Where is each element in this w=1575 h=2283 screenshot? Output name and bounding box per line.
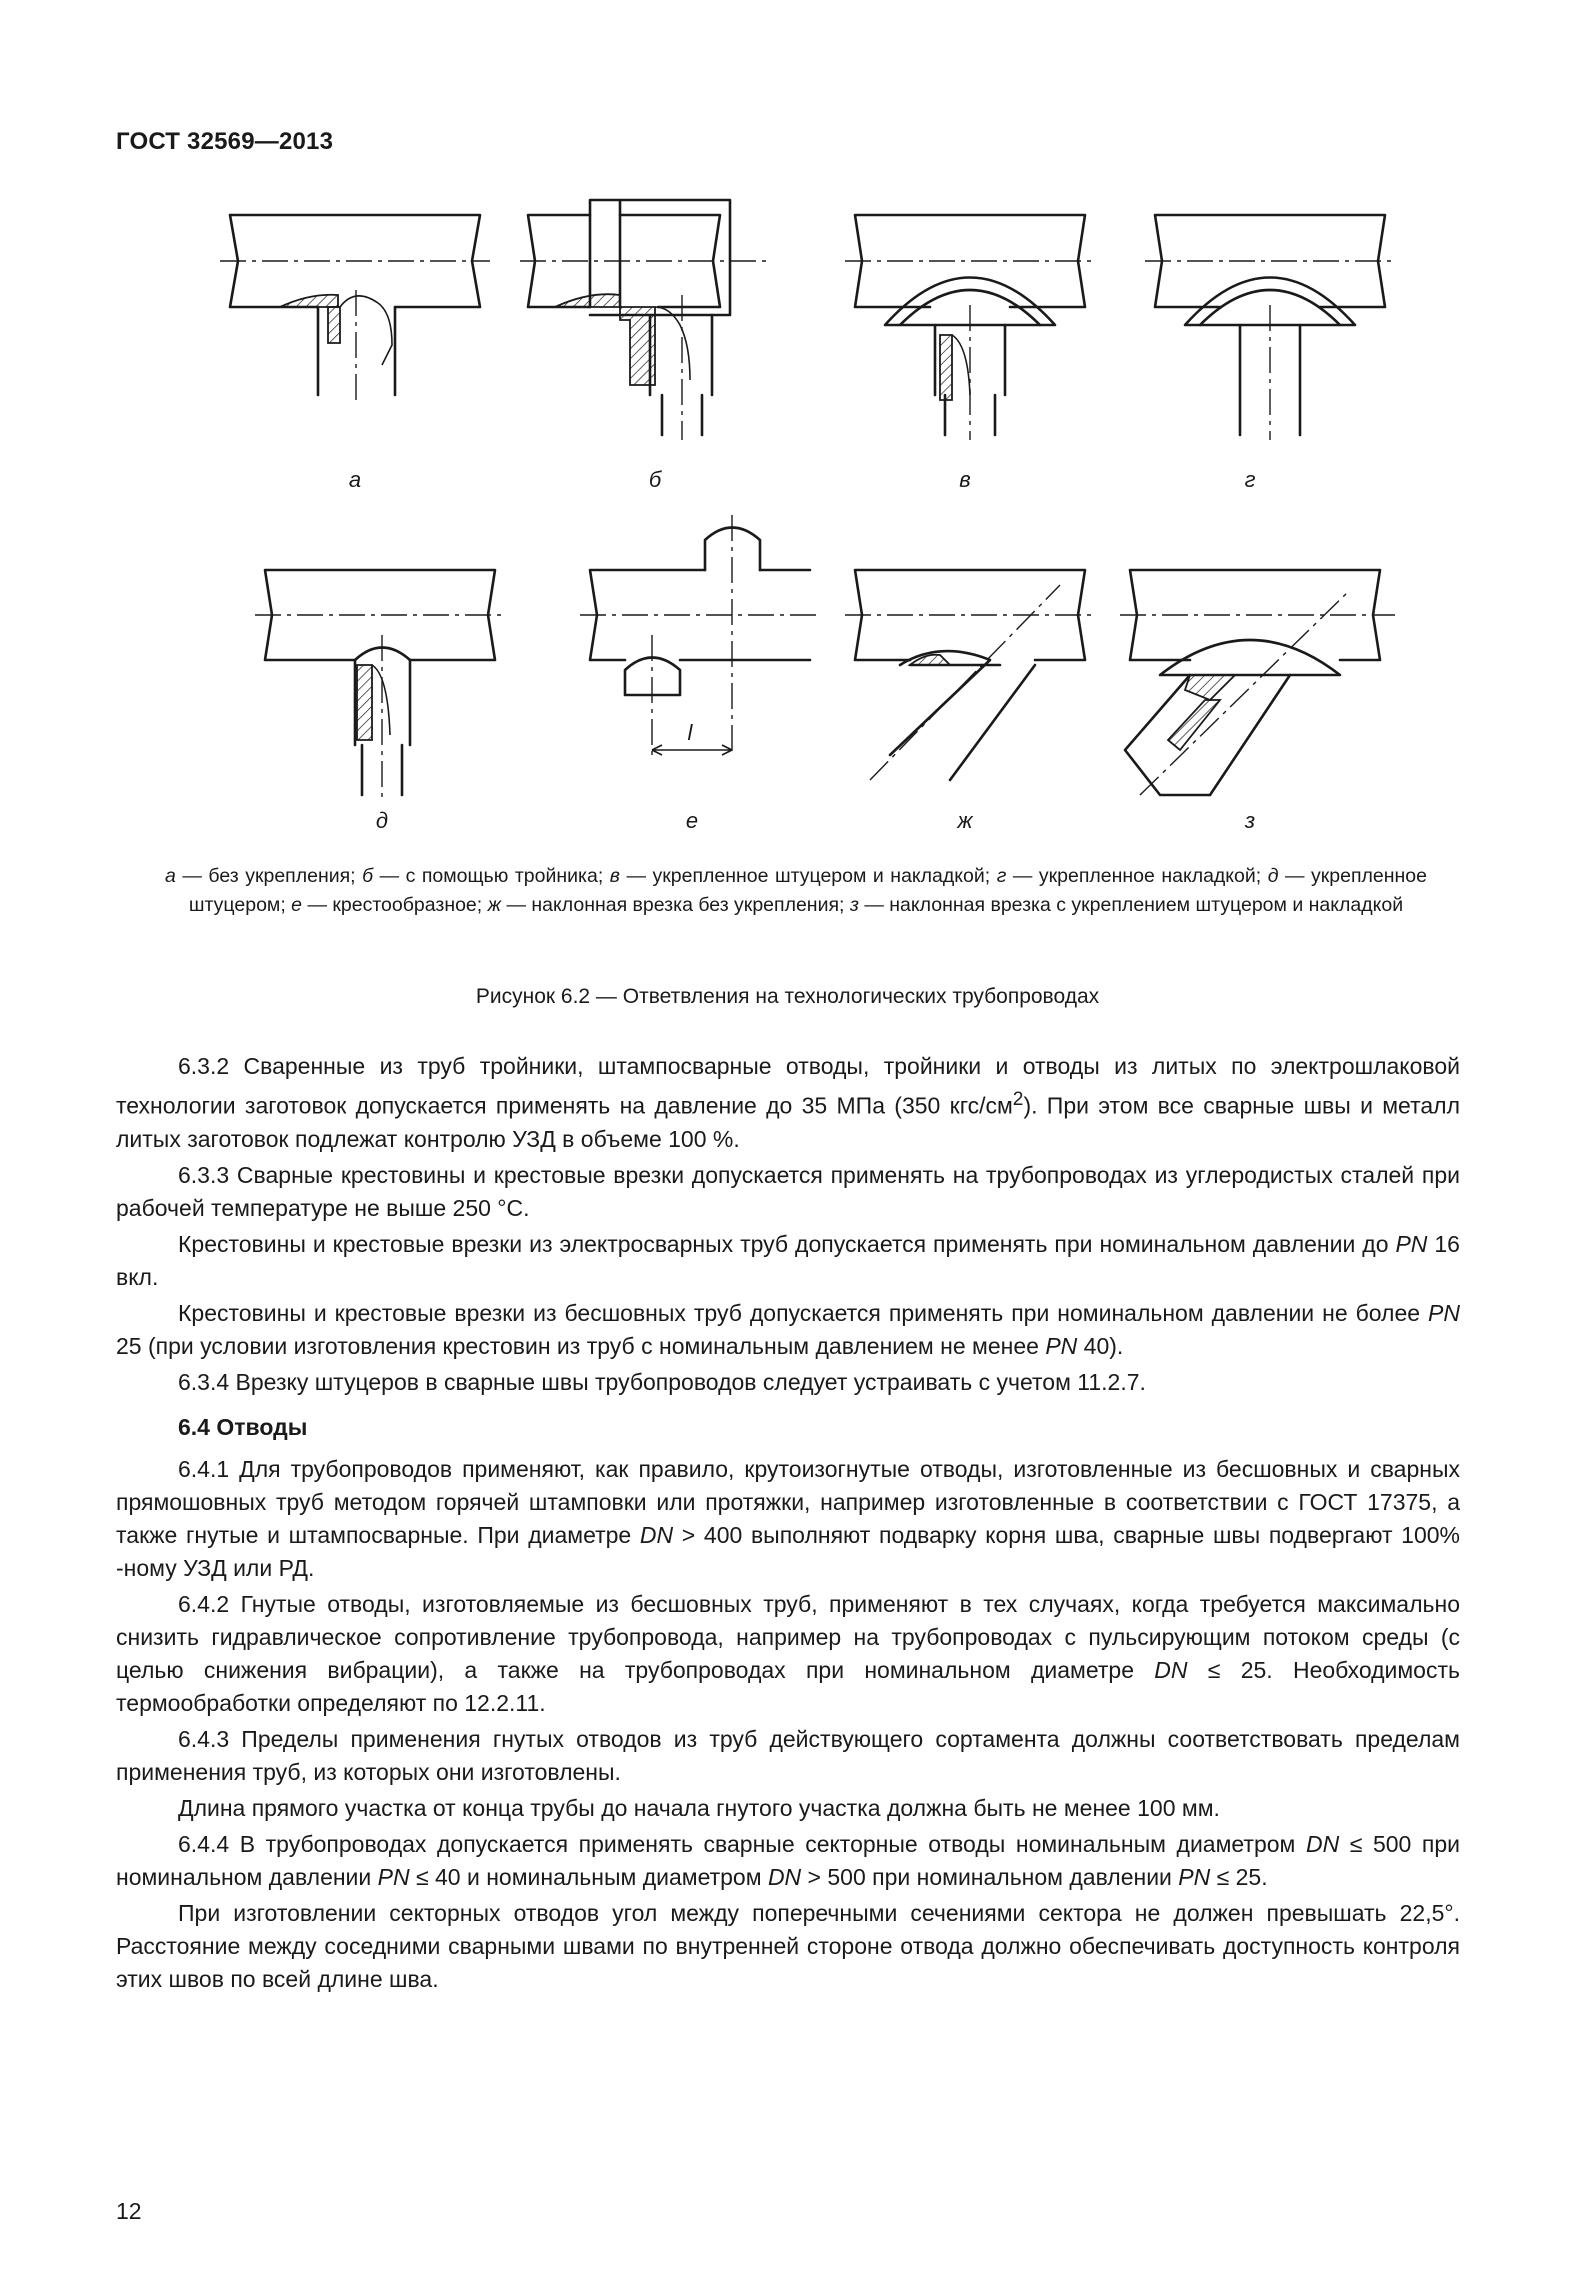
legend-key-a: а — [165, 865, 176, 887]
legend-key-b: б — [362, 865, 374, 887]
paragraph-6-3-4: 6.3.4 Врезку штуцеров в сварные швы трубопроводов следует устраивать с учетом 11.2.7. — [178, 1368, 1146, 1395]
legend-key-e: е — [291, 894, 303, 916]
drawing-d — [255, 570, 505, 800]
drawing-g — [1145, 215, 1395, 440]
body-text — [116, 1050, 1460, 1996]
paragraph-6-4-3: 6.4.3 Пределы применения гнутых отводов из труб действующего сортамента должны соответствовать пределам применения труб, из которых они изготовлены. — [116, 1725, 1460, 1785]
paragraph-6-4-3-b: Длина прямого участка от конца трубы до начала гнутого участка должна быть не менее 100 мм. — [178, 1794, 1220, 1821]
label-d: д — [375, 808, 389, 833]
document-header: ГОСТ 32569—2013 — [116, 128, 334, 155]
label-zh: ж — [957, 808, 973, 833]
branch-drawings — [150, 195, 1450, 855]
figure-pipe-branches — [150, 195, 1450, 855]
legend-key-d: д — [1267, 865, 1279, 887]
drawing-e — [580, 515, 820, 755]
legend-key-g: г — [996, 865, 1007, 887]
legend-text-v: — укрепленное штуцером и накладкой; — [619, 865, 997, 887]
label-g: г — [1244, 467, 1256, 492]
label-z: з — [1244, 808, 1256, 833]
legend-text-a: — без укрепления; — [175, 865, 363, 887]
paragraph-6-4-1: 6.4.1 Для трубопроводов применяют, как правило, крутоизогнутые отводы, изготовленные из бесшовных и сварных прямошовных труб методом горячей штамповки или протяжки, например изготовленные в соответствии с ГОСТ 17375, а также гнутые и штампосварные. При диаметре DN > 400 выполняют подварку корня шва, сварные швы подвергают 100% -ному УЗД или РД. — [116, 1455, 1460, 1581]
section-heading-6-4: 6.4 Отводы — [178, 1413, 308, 1440]
legend-text-g: — укрепленное накладкой; — [1006, 865, 1268, 887]
label-v: в — [959, 467, 971, 492]
legend-text-zh: — наклонная врезка без укрепления; — [501, 894, 850, 916]
figure-caption: Рисунок 6.2 — Ответвления на технологических трубопроводах — [475, 985, 1100, 1008]
legend-text-b: — с помощью тройника; — [373, 865, 610, 887]
drawing-v — [845, 215, 1095, 440]
legend-key-z: з — [849, 894, 859, 916]
legend-text-d: — укрепленное штуцером; — [188, 865, 1427, 916]
paragraph-6-3-3-b: Крестовины и крестовые врезки из электросварных труб допускается применять при номинальном давлении до PN 16 вкл. — [116, 1230, 1460, 1290]
page-number: 12 — [116, 2198, 142, 2224]
paragraph-6-4-4: 6.4.4 В трубопроводах допускается применять сварные секторные отводы номинальным диаметром DN ≤ 500 при номинальном давлении PN ≤ 40 и номинальным диаметром DN > 500 при номинальном давлении PN ≤ 25. — [116, 1830, 1461, 1890]
paragraph-6-3-2: 6.3.2 Сваренные из труб тройники, штампосварные отводы, тройники и отводы из литых по электрошлаковой технологии заготовок допускается применять на давление до 35 МПа (350 кгс/$см^2$). При этом все сварные швы и металл литых заготовок подлежат контролю УЗД в объеме 100 %. — [116, 1053, 1460, 1152]
label-e: е — [685, 808, 699, 833]
paragraph-6-3-3: 6.3.3 Сварные крестовины и крестовые врезки допускается применять на трубопроводах из углеродистых сталей при рабочей температуре не выше 250 °С. — [116, 1161, 1460, 1221]
legend-key-zh: ж — [487, 894, 502, 916]
drawing-z — [1120, 570, 1395, 795]
legend-text-e: — крестообразное; — [302, 894, 488, 916]
drawing-zh — [845, 570, 1095, 780]
drawing-a — [220, 215, 490, 405]
paragraph-6-4-2: 6.4.2 Гнутые отводы, изготовляемые из бесшовных труб, применяют в тех случаях, когда требуется максимально снизить гидравлическое сопротивление трубопровода, например на трубопроводах с пульсирующим потоком среды (с целью снижения вибрации), а также на трубопроводах при номинальном диаметре DN ≤ 25. Необходимость термообработки определяют по 12.2.11. — [116, 1590, 1460, 1716]
legend-key-v: в — [609, 865, 620, 887]
figure-legend — [165, 862, 1427, 920]
label-a: а — [348, 467, 362, 492]
legend-text-z: — наклонная врезка с укреплением штуцером и накладкой — [858, 894, 1404, 916]
dim-l: l — [687, 720, 693, 745]
paragraph-6-4-4-b: При изготовлении секторных отводов угол между поперечными сечениями сектора не должен превышать 22,5°. Расстояние между соседними сварными швами по внутренней стороне отвода должно обеспечивать доступность контроля этих швов по всей длине шва. — [116, 1899, 1460, 1992]
drawing-b — [520, 200, 770, 440]
label-b: б — [648, 467, 662, 492]
paragraph-6-3-3-c: Крестовины и крестовые врезки из бесшовных труб допускается применять при номинальном давлении не более PN 25 (при условии изготовления крестовин из труб с номинальным давлением не менее PN 40). — [116, 1299, 1460, 1359]
